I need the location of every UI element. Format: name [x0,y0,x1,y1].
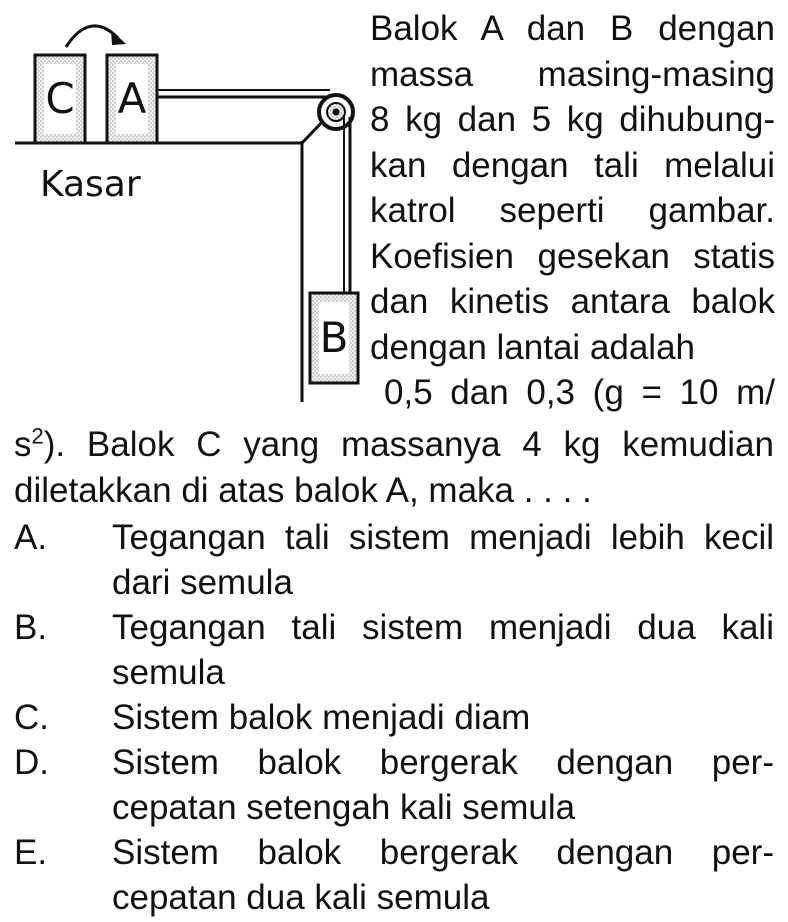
option-text: Tegangan tali sistem menjadi lebih kecil [112,518,774,557]
description-line: massa masing-masing [370,54,775,94]
option-text: dari semula [112,563,293,602]
option-label: E. [14,833,48,872]
option-text: cepatan setengah kali semula [112,788,576,827]
description-line: dan kinetis antara balok [370,282,775,321]
problem-continuation [14,422,774,514]
option-text: Sistem balok bergerak dengan per- [112,833,774,872]
continuation-line: $s^2$). Balok C yang massanya 4 kg kemudian [14,423,774,464]
problem-description [370,6,775,416]
description-line: Koefisien gesekan statis [370,236,775,276]
option-text: Sistem balok bergerak dengan per- [112,743,774,782]
option-text: Sistem balok menjadi diam [112,698,531,737]
option-b[interactable] [14,605,774,695]
description-line: 8 kg dan 5 kg dihubung- [370,100,775,139]
option-d[interactable] [14,740,774,830]
surface-label: Kasar [40,164,141,205]
arrow-head-icon [111,30,126,45]
description-line: katrol seperti gambar. [370,191,775,230]
block-b-label: B [319,313,349,362]
description-line: dengan lantai adalah [370,327,696,367]
option-e[interactable] [14,830,774,920]
answer-options [14,515,774,920]
pulley-figure [0,0,370,410]
block-c-label: C [45,74,75,123]
option-text: Tegangan tali sistem menjadi dua kali [112,608,774,647]
curved-arrow-icon [66,26,118,47]
block-a-label: A [117,74,147,123]
description-line: 0,5 dan 0,3 (g = 10 m/ [384,373,775,412]
description-line: Balok A dan B dengan [370,9,775,48]
option-text: semula [112,653,225,692]
option-label: A. [14,518,48,557]
continuation-line: diletakkan di atas balok A, maka . . . . [14,471,592,510]
option-c[interactable] [14,695,774,740]
option-a[interactable] [14,515,774,605]
option-label: B. [14,608,48,647]
option-label: C. [14,698,49,737]
option-text: cepatan dua kali semula [112,878,490,917]
description-line: kan dengan tali melalui [370,145,775,185]
option-label: D. [14,743,49,782]
